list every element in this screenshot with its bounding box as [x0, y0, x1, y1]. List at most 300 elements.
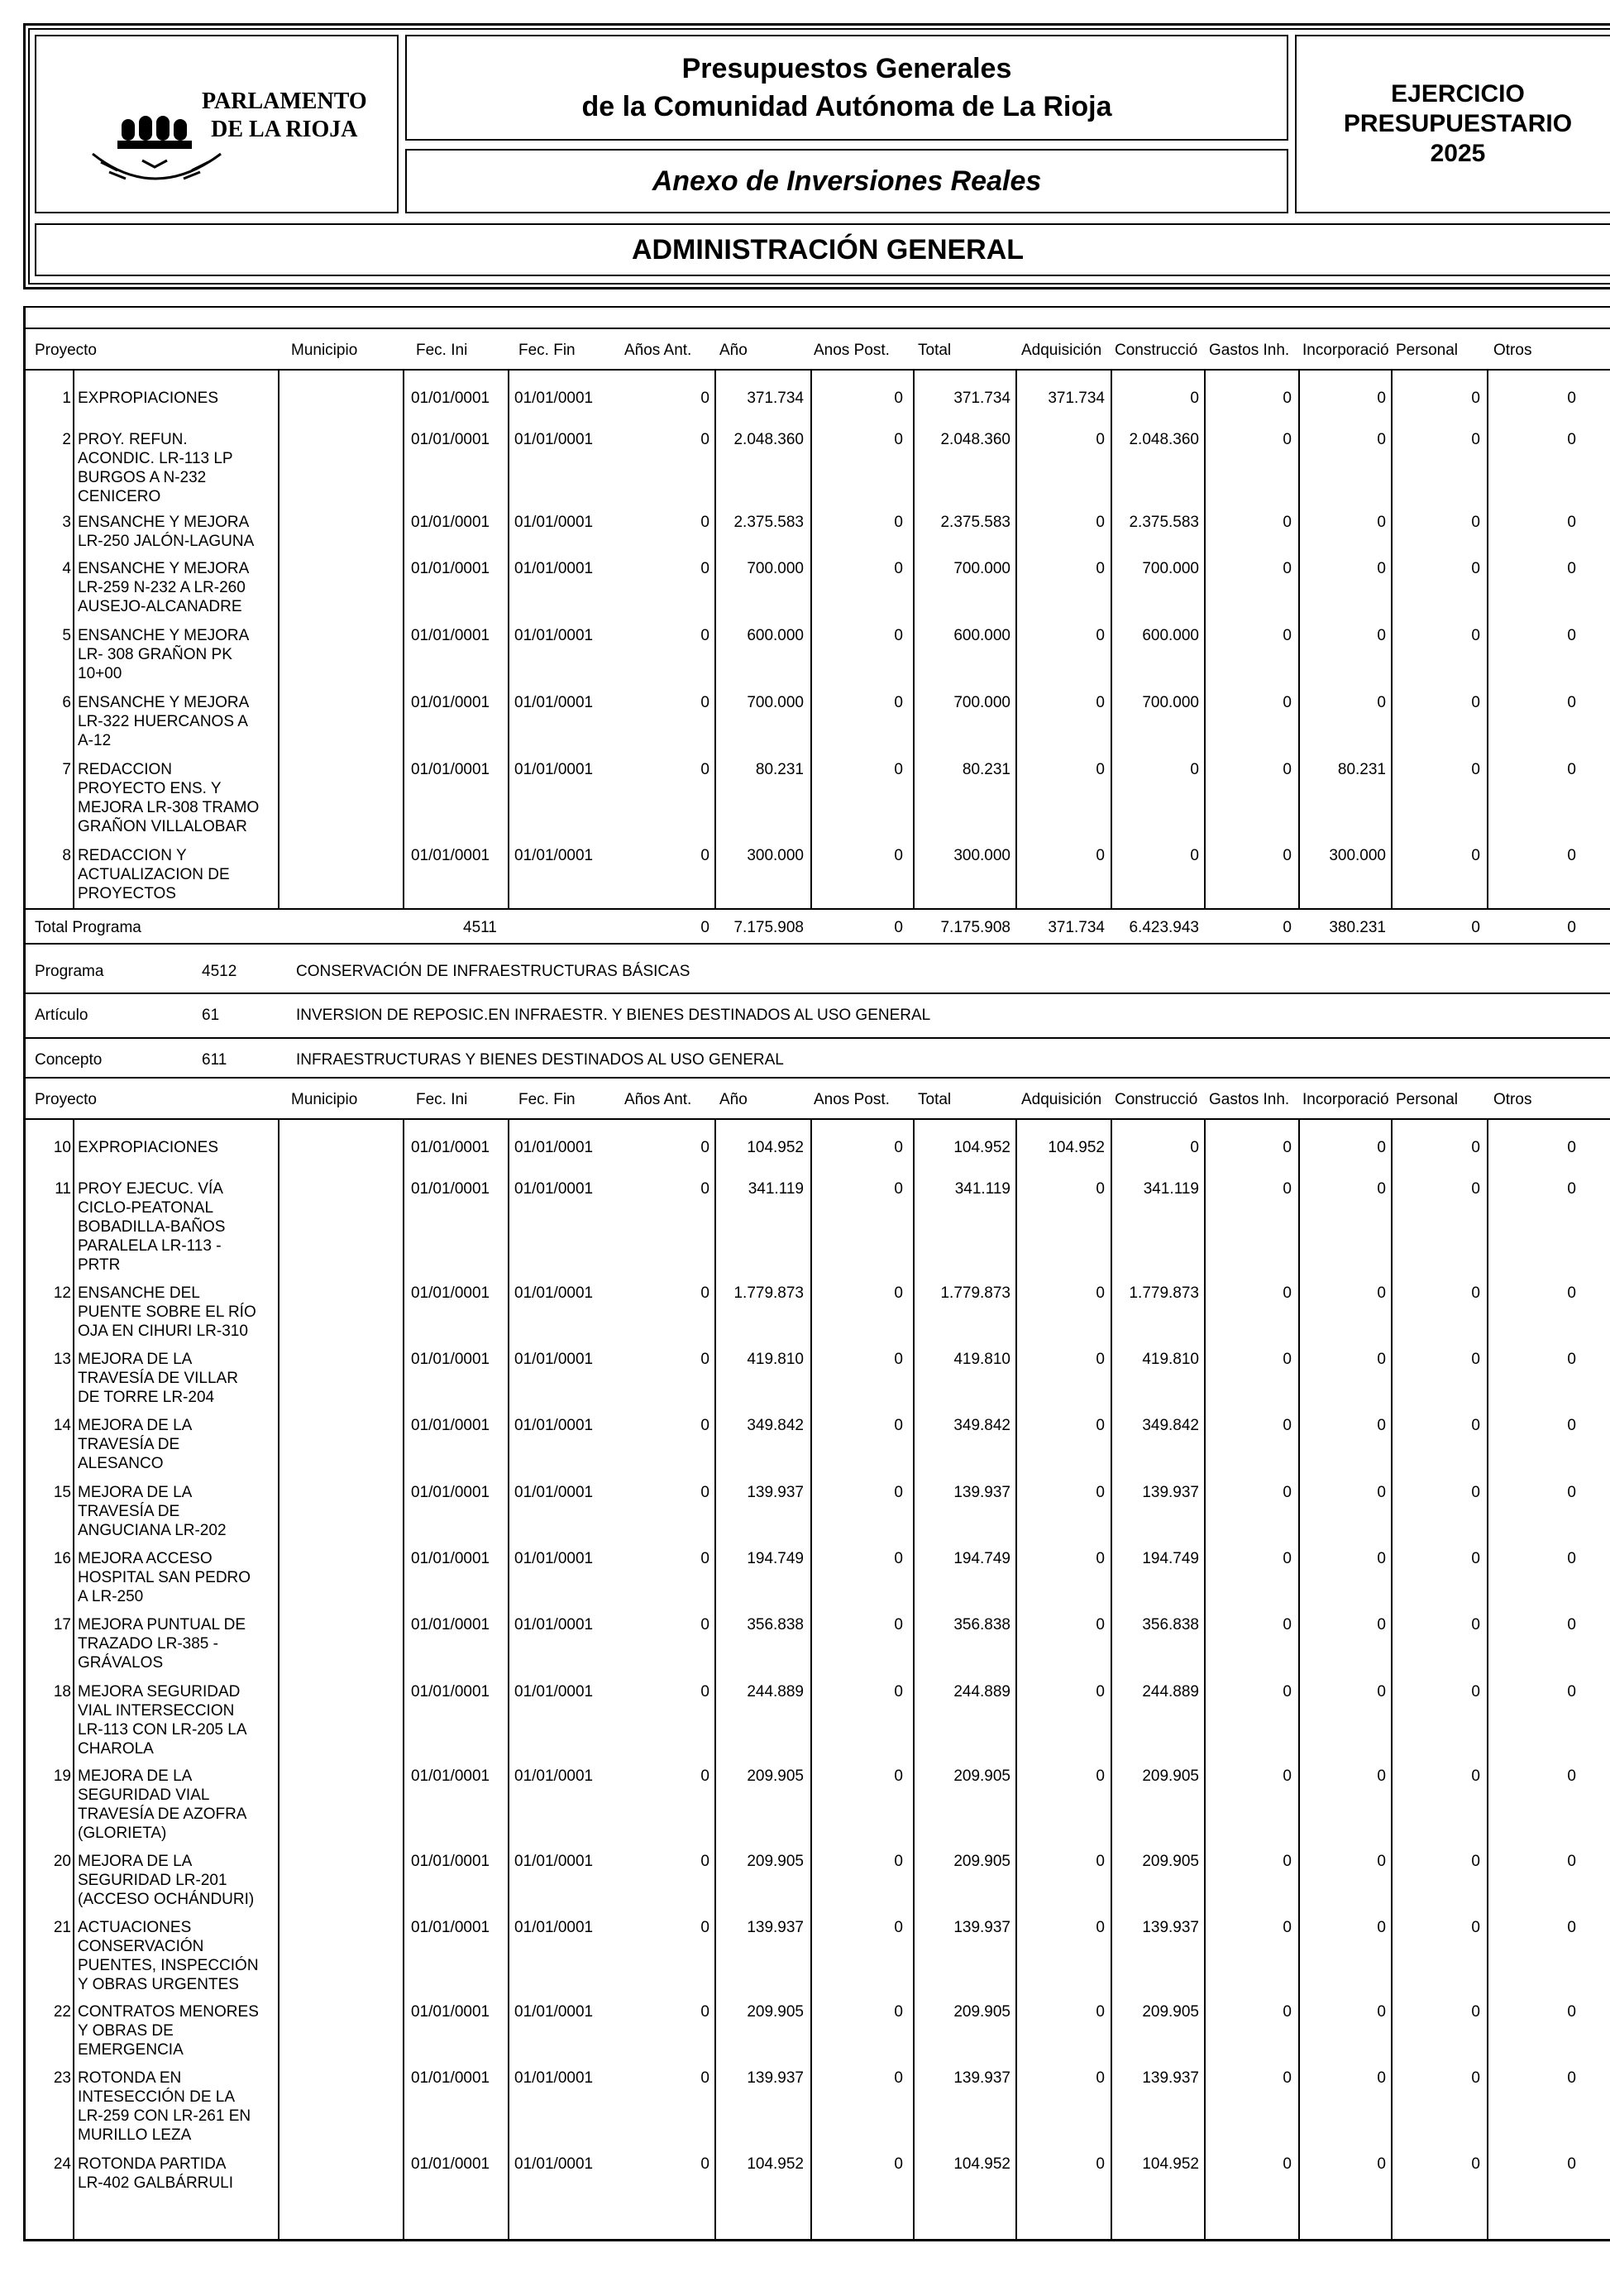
amount-total: 80.231	[962, 761, 1010, 778]
amount-total: 419.810	[953, 1351, 1010, 1368]
amount-per: 0	[1471, 847, 1480, 864]
project-name: REDACCION PROYECTO ENS. Y MEJORA LR-308 TRAMO GRAÑON VILLALOBAR	[78, 761, 260, 835]
column-header-7: Total	[918, 342, 952, 359]
amount-per: 0	[1471, 761, 1480, 778]
amount-otr: 0	[1567, 1139, 1576, 1156]
amount-otr: 0	[1567, 1550, 1576, 1567]
amount-adq: 0	[1096, 1351, 1105, 1368]
amount-post: 0	[894, 847, 903, 864]
row-number: 24	[53, 2155, 71, 2173]
amount-adq: 0	[1096, 431, 1105, 448]
column-divider	[810, 1118, 812, 2240]
amount-gas: 0	[1283, 1683, 1292, 1700]
amount-gas: 0	[1283, 390, 1292, 407]
date-start: 01/01/0001	[411, 1683, 490, 1700]
amount-per: 0	[1471, 2069, 1480, 2087]
amount-ant: 0	[700, 627, 709, 644]
amount-post: 0	[894, 2003, 903, 2021]
amount-gas: 0	[1283, 1139, 1292, 1156]
project-name: MEJORA DE LA TRAVESÍA DE VILLAR DE TORRE LR-204	[78, 1351, 238, 1406]
amount-post: 0	[894, 2069, 903, 2087]
amount-inc: 0	[1377, 514, 1386, 531]
date-start: 01/01/0001	[411, 1550, 490, 1567]
row-number: 7	[62, 761, 71, 778]
article-rule	[23, 993, 1610, 994]
column-divider	[714, 1118, 716, 2240]
column-divider	[508, 1118, 509, 2240]
row-number: 16	[53, 1550, 71, 1567]
amount-post: 0	[894, 1139, 903, 1156]
total-anio: 7.175.908	[733, 919, 804, 936]
column-header-3: Fec. Fin	[518, 342, 576, 359]
exercise-year: 2025	[1430, 140, 1486, 167]
amount-gas: 0	[1283, 761, 1292, 778]
logo-box	[35, 35, 399, 213]
amount-inc: 0	[1377, 2069, 1386, 2087]
amount-otr: 0	[1567, 431, 1576, 448]
amount-adq: 0	[1096, 761, 1105, 778]
column-header-9: Construcció	[1115, 1091, 1198, 1108]
amount-gas: 0	[1283, 514, 1292, 531]
amount-post: 0	[894, 1484, 903, 1501]
amount-total: 300.000	[953, 847, 1010, 864]
amount-gas: 0	[1283, 560, 1292, 577]
project-name: ENSANCHE DEL PUENTE SOBRE EL RÍO OJA EN CIHURI LR-310	[78, 1284, 256, 1340]
amount-per: 0	[1471, 1919, 1480, 1936]
amount-anio: 356.838	[747, 1616, 804, 1634]
column-divider	[73, 1118, 74, 2240]
project-name: PROY EJECUC. VÍA CICLO-PEATONAL BOBADILLA-BAÑOS PARALELA LR-113 - PRTR	[78, 1180, 226, 1274]
amount-post: 0	[894, 1616, 903, 1634]
amount-post: 0	[894, 1767, 903, 1785]
amount-anio: 371.734	[747, 390, 804, 407]
amount-otr: 0	[1567, 1683, 1576, 1700]
amount-adq: 0	[1096, 1919, 1105, 1936]
amount-adq: 0	[1096, 1767, 1105, 1785]
amount-ant: 0	[700, 761, 709, 778]
amount-ant: 0	[700, 2155, 709, 2173]
amount-gas: 0	[1283, 694, 1292, 711]
row-number: 20	[53, 1853, 71, 1870]
date-end: 01/01/0001	[514, 1919, 594, 1936]
amount-inc: 0	[1377, 1683, 1386, 1700]
row-number: 5	[62, 627, 71, 644]
concept-rule	[23, 1037, 1610, 1039]
amount-anio: 700.000	[747, 560, 804, 577]
amount-anio: 300.000	[747, 847, 804, 864]
amount-anio: 2.375.583	[733, 514, 804, 531]
row-number: 21	[53, 1919, 71, 1936]
amount-post: 0	[894, 560, 903, 577]
amount-inc: 0	[1377, 1550, 1386, 1567]
column-header-10: Gastos Inh.	[1209, 342, 1290, 359]
amount-total: 600.000	[953, 627, 1010, 644]
amount-adq: 104.952	[1048, 1139, 1105, 1156]
project-name: ACTUACIONES CONSERVACIÓN PUENTES, INSPECCIÓN Y OBRAS URGENTES	[78, 1919, 259, 1993]
exercise-box	[1295, 35, 1610, 213]
row-number: 22	[53, 2003, 71, 2021]
amount-cons: 600.000	[1142, 627, 1199, 644]
amount-ant: 0	[700, 1550, 709, 1567]
amount-cons: 0	[1190, 1139, 1199, 1156]
amount-post: 0	[894, 514, 903, 531]
date-end: 01/01/0001	[514, 514, 594, 531]
program-label: Programa	[35, 963, 104, 980]
date-start: 01/01/0001	[411, 1180, 490, 1198]
date-end: 01/01/0001	[514, 1417, 594, 1434]
date-start: 01/01/0001	[411, 390, 490, 407]
amount-ant: 0	[700, 1351, 709, 1368]
total-program-rule	[23, 908, 1610, 910]
amount-cons: 194.749	[1142, 1550, 1199, 1567]
column-divider	[913, 1118, 915, 2240]
column-header-6: Anos Post.	[814, 342, 890, 359]
amount-per: 0	[1471, 694, 1480, 711]
amount-total: 104.952	[953, 1139, 1010, 1156]
amount-cons: 0	[1190, 390, 1199, 407]
institution-line1: PARLAMENTO	[202, 88, 367, 114]
project-name: CONTRATOS MENORES Y OBRAS DE EMERGENCIA	[78, 2003, 259, 2059]
column-header-5: Año	[719, 342, 748, 359]
amount-ant: 0	[700, 1484, 709, 1501]
amount-anio: 600.000	[747, 627, 804, 644]
amount-inc: 0	[1377, 560, 1386, 577]
amount-ant: 0	[700, 1919, 709, 1936]
column-header-9: Construcció	[1115, 342, 1198, 359]
amount-adq: 371.734	[1048, 390, 1105, 407]
row-number: 18	[53, 1683, 71, 1700]
amount-anio: 139.937	[747, 1919, 804, 1936]
amount-otr: 0	[1567, 694, 1576, 711]
amount-post: 0	[894, 431, 903, 448]
amount-per: 0	[1471, 1180, 1480, 1198]
column-header-10: Gastos Inh.	[1209, 1091, 1290, 1108]
column-divider	[278, 369, 279, 908]
amount-gas: 0	[1283, 1484, 1292, 1501]
total-inc: 380.231	[1329, 919, 1386, 936]
amount-post: 0	[894, 627, 903, 644]
amount-adq: 0	[1096, 2155, 1105, 2173]
amount-inc: 0	[1377, 1853, 1386, 1870]
amount-cons: 700.000	[1142, 694, 1199, 711]
concept-code: 611	[202, 1051, 227, 1069]
amount-gas: 0	[1283, 1351, 1292, 1368]
amount-cons: 419.810	[1142, 1351, 1199, 1368]
column-divider	[403, 1118, 404, 2240]
column-header-1: Municipio	[291, 342, 358, 359]
project-name: ROTONDA EN INTESECCIÓN DE LA LR-259 CON LR-261 EN MURILLO LEZA	[78, 2069, 251, 2144]
total-per: 0	[1471, 919, 1480, 936]
date-end: 01/01/0001	[514, 761, 594, 778]
amount-anio: 139.937	[747, 1484, 804, 1501]
project-name: ENSANCHE Y MEJORA LR-250 JALÓN-LAGUNA	[78, 514, 255, 550]
amount-otr: 0	[1567, 514, 1576, 531]
column-header-8: Adquisición	[1021, 342, 1102, 359]
amount-anio: 209.905	[747, 1767, 804, 1785]
column-header-12: Personal	[1396, 1091, 1458, 1108]
date-start: 01/01/0001	[411, 560, 490, 577]
amount-per: 0	[1471, 1139, 1480, 1156]
amount-ant: 0	[700, 431, 709, 448]
date-end: 01/01/0001	[514, 1767, 594, 1785]
amount-cons: 341.119	[1143, 1180, 1199, 1198]
date-start: 01/01/0001	[411, 1484, 490, 1501]
amount-per: 0	[1471, 560, 1480, 577]
amount-anio: 104.952	[747, 1139, 804, 1156]
column-divider	[1111, 1118, 1112, 2240]
amount-cons: 104.952	[1142, 2155, 1199, 2173]
amount-adq: 0	[1096, 1683, 1105, 1700]
amount-inc: 0	[1377, 1767, 1386, 1785]
row-number: 17	[53, 1616, 71, 1634]
amount-gas: 0	[1283, 1616, 1292, 1634]
amount-total: 209.905	[953, 1853, 1010, 1870]
amount-anio: 104.952	[747, 2155, 804, 2173]
amount-ant: 0	[700, 847, 709, 864]
row-number: 13	[53, 1351, 71, 1368]
total-total: 7.175.908	[940, 919, 1010, 936]
amount-otr: 0	[1567, 390, 1576, 407]
amount-otr: 0	[1567, 1853, 1576, 1870]
amount-per: 0	[1471, 1616, 1480, 1634]
program-desc: CONSERVACIÓN DE INFRAESTRUCTURAS BÁSICAS	[296, 963, 690, 980]
column-divider	[1204, 369, 1206, 908]
date-start: 01/01/0001	[411, 627, 490, 644]
amount-otr: 0	[1567, 560, 1576, 577]
amount-total: 2.375.583	[940, 514, 1010, 531]
column-divider	[1391, 369, 1393, 908]
row-number: 2	[62, 431, 71, 448]
amount-total: 371.734	[953, 390, 1010, 407]
date-end: 01/01/0001	[514, 1139, 594, 1156]
amount-post: 0	[894, 2155, 903, 2173]
amount-inc: 0	[1377, 390, 1386, 407]
amount-inc: 0	[1377, 1284, 1386, 1302]
amount-post: 0	[894, 761, 903, 778]
row-number: 11	[55, 1180, 71, 1198]
amount-per: 0	[1471, 1683, 1480, 1700]
table-rule-top	[23, 328, 1610, 329]
amount-gas: 0	[1283, 2069, 1292, 2087]
subtitle: Anexo de Inversiones Reales	[405, 149, 1288, 213]
date-end: 01/01/0001	[514, 2003, 594, 2021]
amount-inc: 80.231	[1337, 761, 1386, 778]
amount-otr: 0	[1567, 1767, 1576, 1785]
column-header-0: Proyecto	[35, 1091, 97, 1108]
project-name: MEJORA PUNTUAL DE TRAZADO LR-385 - GRÁVALOS	[78, 1616, 246, 1672]
concept-desc: INFRAESTRUCTURAS Y BIENES DESTINADOS AL USO GENERAL	[296, 1051, 784, 1069]
row-number: 4	[62, 560, 71, 577]
project-name: ENSANCHE Y MEJORA LR-322 HUERCANOS A A-12	[78, 694, 250, 749]
amount-cons: 139.937	[1142, 1919, 1199, 1936]
amount-anio: 139.937	[747, 2069, 804, 2087]
amount-total: 1.779.873	[940, 1284, 1010, 1302]
column-divider	[278, 1118, 279, 2240]
amount-post: 0	[894, 1351, 903, 1368]
column-header-1: Municipio	[291, 1091, 358, 1108]
amount-cons: 2.375.583	[1129, 514, 1199, 531]
title-line2: de la Comunidad Autónoma de La Rioja	[581, 91, 1112, 122]
amount-inc: 0	[1377, 431, 1386, 448]
column-divider	[1391, 1118, 1393, 2240]
amount-anio: 209.905	[747, 2003, 804, 2021]
project-name: MEJORA SEGURIDAD VIAL INTERSECCION LR-113 CON LR-205 LA CHAROLA	[78, 1683, 247, 1758]
project-name: EXPROPIACIONES	[78, 390, 218, 407]
column-header-13: Otros	[1493, 342, 1532, 359]
amount-ant: 0	[700, 694, 709, 711]
amount-inc: 300.000	[1329, 847, 1386, 864]
institution-name	[202, 88, 367, 144]
article-code: 61	[202, 1007, 220, 1024]
column-header-6: Anos Post.	[814, 1091, 890, 1108]
date-end: 01/01/0001	[514, 1616, 594, 1634]
amount-otr: 0	[1567, 2069, 1576, 2087]
date-start: 01/01/0001	[411, 1284, 490, 1302]
amount-ant: 0	[700, 1284, 709, 1302]
amount-anio: 341.119	[748, 1180, 804, 1198]
amount-cons: 244.889	[1142, 1683, 1199, 1700]
column-divider	[714, 369, 716, 908]
amount-total: 209.905	[953, 1767, 1010, 1785]
amount-adq: 0	[1096, 1484, 1105, 1501]
column-header-5: Año	[719, 1091, 748, 1108]
project-name: ENSANCHE Y MEJORA LR-259 N-232 A LR-260 AUSEJO-ALCANADRE	[78, 560, 250, 615]
date-start: 01/01/0001	[411, 1139, 490, 1156]
amount-anio: 1.779.873	[733, 1284, 804, 1302]
amount-otr: 0	[1567, 627, 1576, 644]
row-number: 15	[53, 1484, 71, 1501]
amount-total: 700.000	[953, 560, 1010, 577]
amount-per: 0	[1471, 1550, 1480, 1567]
amount-post: 0	[894, 1853, 903, 1870]
amount-inc: 0	[1377, 694, 1386, 711]
amount-total: 244.889	[953, 1683, 1010, 1700]
amount-otr: 0	[1567, 1417, 1576, 1434]
title-box	[405, 35, 1288, 141]
amount-post: 0	[894, 694, 903, 711]
column-header-4: Años Ant.	[624, 342, 692, 359]
amount-otr: 0	[1567, 2155, 1576, 2173]
amount-total: 2.048.360	[940, 431, 1010, 448]
date-start: 01/01/0001	[411, 1919, 490, 1936]
column-divider	[73, 369, 74, 908]
amount-anio: 209.905	[747, 1853, 804, 1870]
amount-post: 0	[894, 1180, 903, 1198]
project-name: EXPROPIACIONES	[78, 1139, 218, 1156]
total-adq: 371.734	[1048, 919, 1105, 936]
amount-post: 0	[894, 1284, 903, 1302]
column-header-11: Incorporació	[1302, 342, 1389, 359]
column-header-0: Proyecto	[35, 342, 97, 359]
amount-ant: 0	[700, 1417, 709, 1434]
amount-adq: 0	[1096, 1417, 1105, 1434]
column-header-8: Adquisición	[1021, 1091, 1102, 1108]
amount-adq: 0	[1096, 1616, 1105, 1634]
article-label: Artículo	[35, 1007, 88, 1024]
amount-inc: 0	[1377, 627, 1386, 644]
amount-anio: 194.749	[747, 1550, 804, 1567]
total-ant: 0	[700, 919, 709, 936]
date-start: 01/01/0001	[411, 1351, 490, 1368]
amount-cons: 356.838	[1142, 1616, 1199, 1634]
amount-per: 0	[1471, 1853, 1480, 1870]
amount-adq: 0	[1096, 627, 1105, 644]
amount-otr: 0	[1567, 1484, 1576, 1501]
amount-cons: 209.905	[1142, 2003, 1199, 2021]
date-start: 01/01/0001	[411, 1616, 490, 1634]
amount-gas: 0	[1283, 1180, 1292, 1198]
amount-ant: 0	[700, 2003, 709, 2021]
section-title: ADMINISTRACIÓN GENERAL	[35, 223, 1610, 276]
amount-inc: 0	[1377, 1417, 1386, 1434]
amount-otr: 0	[1567, 1351, 1576, 1368]
amount-post: 0	[894, 390, 903, 407]
amount-per: 0	[1471, 1767, 1480, 1785]
column-divider	[403, 369, 404, 908]
row-number: 1	[62, 390, 71, 407]
date-end: 01/01/0001	[514, 627, 594, 644]
column-header-rule	[23, 369, 1610, 371]
row-number: 23	[53, 2069, 71, 2087]
date-end: 01/01/0001	[514, 431, 594, 448]
column-header-2: Fec. Ini	[416, 342, 468, 359]
date-end: 01/01/0001	[514, 1683, 594, 1700]
amount-otr: 0	[1567, 1616, 1576, 1634]
column-header-11: Incorporació	[1302, 1091, 1389, 1108]
amount-total: 700.000	[953, 694, 1010, 711]
amount-cons: 1.779.873	[1129, 1284, 1199, 1302]
amount-cons: 349.842	[1142, 1417, 1199, 1434]
amount-ant: 0	[700, 390, 709, 407]
amount-otr: 0	[1567, 2003, 1576, 2021]
amount-total: 209.905	[953, 2003, 1010, 2021]
column-divider	[1298, 1118, 1300, 2240]
amount-cons: 0	[1190, 847, 1199, 864]
column-divider	[913, 369, 915, 908]
amount-inc: 0	[1377, 1919, 1386, 1936]
project-name: MEJORA ACCESO HOSPITAL SAN PEDRO A LR-250	[78, 1550, 251, 1605]
amount-adq: 0	[1096, 2003, 1105, 2021]
row-number: 8	[62, 847, 71, 864]
row-number: 12	[53, 1284, 71, 1302]
column-divider	[508, 369, 509, 908]
project-name: PROY. REFUN. ACONDIC. LR-113 LP BURGOS A N-232 CENICERO	[78, 431, 233, 505]
column-divider	[1204, 1118, 1206, 2240]
date-end: 01/01/0001	[514, 1351, 594, 1368]
amount-inc: 0	[1377, 1180, 1386, 1198]
amount-per: 0	[1471, 2155, 1480, 2173]
amount-total: 356.838	[953, 1616, 1010, 1634]
amount-per: 0	[1471, 390, 1480, 407]
amount-gas: 0	[1283, 1550, 1292, 1567]
amount-cons: 2.048.360	[1129, 431, 1199, 448]
date-end: 01/01/0001	[514, 2069, 594, 2087]
column-header-12: Personal	[1396, 342, 1458, 359]
total-gas: 0	[1283, 919, 1292, 936]
amount-inc: 0	[1377, 1139, 1386, 1156]
date-end: 01/01/0001	[514, 1284, 594, 1302]
concept-label: Concepto	[35, 1051, 103, 1069]
amount-ant: 0	[700, 1616, 709, 1634]
date-start: 01/01/0001	[411, 2069, 490, 2087]
date-end: 01/01/0001	[514, 1550, 594, 1567]
amount-post: 0	[894, 1919, 903, 1936]
amount-adq: 0	[1096, 560, 1105, 577]
total-post: 0	[894, 919, 903, 936]
amount-inc: 0	[1377, 1616, 1386, 1634]
project-name: ENSANCHE Y MEJORA LR- 308 GRAÑON PK 10+00	[78, 627, 250, 682]
project-name: REDACCION Y ACTUALIZACION DE PROYECTOS	[78, 847, 230, 902]
